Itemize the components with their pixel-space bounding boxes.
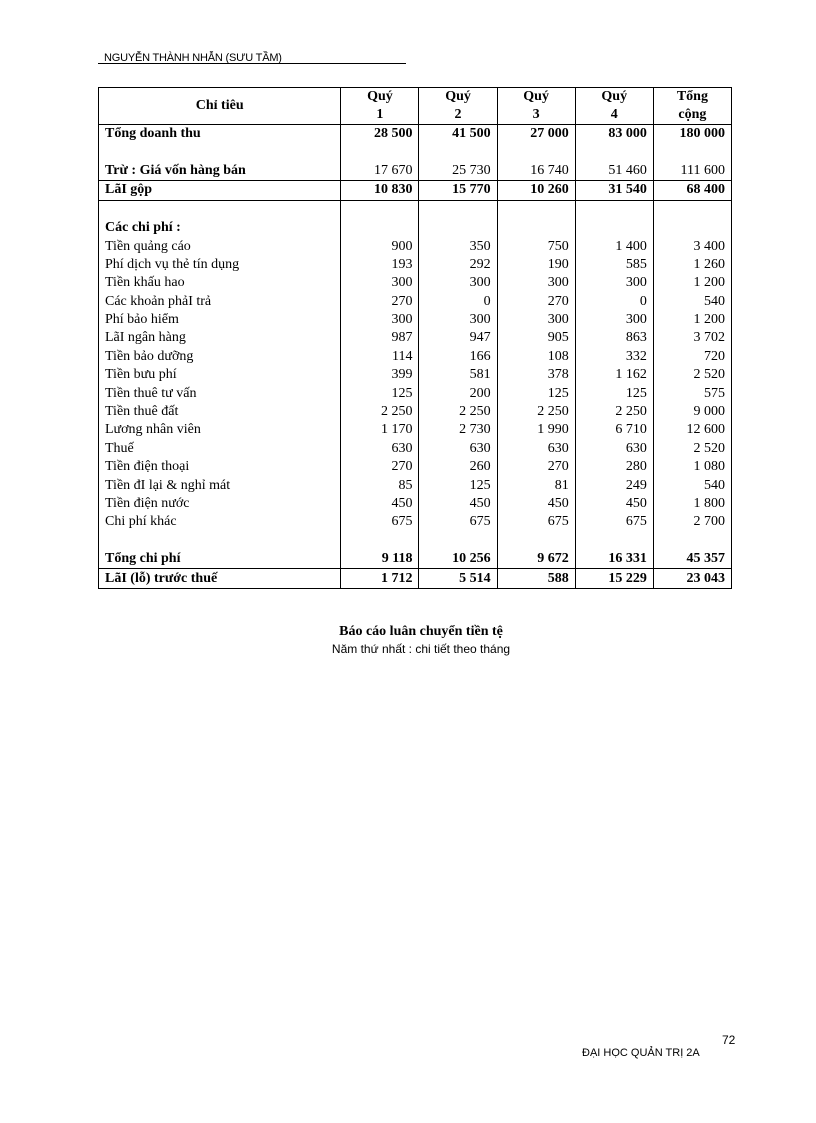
expense-row: [99, 421, 732, 439]
cell-value: 2 520: [653, 366, 731, 384]
row-label: Phí bảo hiểm: [99, 311, 341, 329]
cell-value: 300: [341, 274, 419, 292]
cell-value: 450: [497, 495, 575, 513]
cell-value: 280: [575, 458, 653, 476]
column-header: Quý 3: [497, 88, 575, 125]
spacer-row: [99, 532, 732, 550]
cell-value: 111 600: [653, 162, 731, 181]
row-label: Tổng chi phí: [99, 550, 341, 569]
cell-value: 332: [575, 348, 653, 366]
cell-value: 1 400: [575, 237, 653, 255]
cell-value: 28 500: [341, 125, 419, 144]
cell-value: 260: [419, 458, 497, 476]
cell-value: 125: [341, 384, 419, 402]
cell-value: 45 357: [653, 550, 731, 569]
expense-row: [99, 256, 732, 274]
cell-value: 300: [575, 274, 653, 292]
cell-value: 750: [497, 237, 575, 255]
cell-value: 300: [497, 311, 575, 329]
cell-value: 25 730: [419, 162, 497, 181]
row-label: Tiền quảng cáo: [99, 237, 341, 255]
cell-value: 9 672: [497, 550, 575, 569]
cell-value: 1 170: [341, 421, 419, 439]
cell-value: 2 250: [575, 403, 653, 421]
cell-value: 10 830: [341, 181, 419, 200]
cell-value: 300: [419, 311, 497, 329]
cell-value: 675: [341, 513, 419, 531]
cell-value: 249: [575, 476, 653, 494]
cell-value: 720: [653, 348, 731, 366]
cell-value: 0: [419, 293, 497, 311]
cell-value: 575: [653, 384, 731, 402]
row-label: LãI gộp: [99, 181, 341, 200]
cell-value: 3 400: [653, 237, 731, 255]
cell-value: 1 080: [653, 458, 731, 476]
gross-profit-row: [99, 181, 732, 200]
row-label: Các khoản phảI trả: [99, 293, 341, 311]
cell-value: 15 770: [419, 181, 497, 200]
cell-value: 166: [419, 348, 497, 366]
cell-value: 292: [419, 256, 497, 274]
expense-row: [99, 384, 732, 402]
expense-row: [99, 293, 732, 311]
expense-row: [99, 274, 732, 292]
expense-row: [99, 348, 732, 366]
row-label: Tiền điện thoại: [99, 458, 341, 476]
row-label: Chi phí khác: [99, 513, 341, 531]
expense-row: [99, 403, 732, 421]
cell-value: 12 600: [653, 421, 731, 439]
cell-value: 905: [497, 329, 575, 347]
cell-value: 300: [341, 311, 419, 329]
cell-value: 588: [497, 569, 575, 588]
cell-value: 675: [497, 513, 575, 531]
expense-row: [99, 329, 732, 347]
total-expenses-row: [99, 550, 732, 569]
cell-value: 125: [419, 476, 497, 494]
row-label: LãI ngân hàng: [99, 329, 341, 347]
expense-row: [99, 495, 732, 513]
cell-value: 1 990: [497, 421, 575, 439]
cell-value: 200: [419, 384, 497, 402]
row-label: Tiền khấu hao: [99, 274, 341, 292]
footer-text: ĐẠI HỌC QUẢN TRỊ 2A: [582, 1047, 700, 1059]
cell-value: 270: [341, 293, 419, 311]
cell-value: 900: [341, 237, 419, 255]
row-label: Phí dịch vụ thẻ tín dụng: [99, 256, 341, 274]
cell-value: 300: [419, 274, 497, 292]
cell-value: 399: [341, 366, 419, 384]
spacer-row: [99, 143, 732, 161]
cell-value: 270: [341, 458, 419, 476]
report-subtitle: Năm thứ nhất : chi tiết theo tháng: [331, 642, 511, 656]
cell-value: 16 740: [497, 162, 575, 181]
cell-value: 10 260: [497, 181, 575, 200]
cell-value: 300: [575, 311, 653, 329]
expense-row: [99, 458, 732, 476]
cell-value: 15 229: [575, 569, 653, 588]
cell-value: 1 200: [653, 311, 731, 329]
cell-value: 27 000: [497, 125, 575, 144]
expenses-heading-row: [99, 219, 732, 237]
page-header-author: NGUYỄN THÀNH NHẪN (SƯU TẦM): [104, 52, 282, 64]
cell-value: 450: [419, 495, 497, 513]
cell-value: 16 331: [575, 550, 653, 569]
cell-value: 350: [419, 237, 497, 255]
cell-value: 9 118: [341, 550, 419, 569]
cell-value: 1 200: [653, 274, 731, 292]
cell-value: 17 670: [341, 162, 419, 181]
cell-value: 270: [497, 458, 575, 476]
spacer-row: [99, 200, 732, 219]
cell-value: 947: [419, 329, 497, 347]
row-label: Tiền bảo dưỡng: [99, 348, 341, 366]
cell-value: 83 000: [575, 125, 653, 144]
cell-value: 114: [341, 348, 419, 366]
cell-value: 23 043: [653, 569, 731, 588]
cell-value: 630: [419, 440, 497, 458]
cell-value: 581: [419, 366, 497, 384]
cell-value: 193: [341, 256, 419, 274]
cell-value: 31 540: [575, 181, 653, 200]
cell-value: 2 250: [419, 403, 497, 421]
cell-value: 987: [341, 329, 419, 347]
cell-value: 3 702: [653, 329, 731, 347]
row-label: Tiền thuê tư vấn: [99, 384, 341, 402]
cell-value: 630: [575, 440, 653, 458]
row-label: Tiền bưu phí: [99, 366, 341, 384]
cell-value: 630: [341, 440, 419, 458]
cell-value: 81: [497, 476, 575, 494]
cell-value: 108: [497, 348, 575, 366]
cell-value: 0: [575, 293, 653, 311]
row-label: Tổng doanh thu: [99, 125, 341, 144]
row-label: LãI (lỗ) trước thuế: [99, 569, 341, 588]
cell-value: 2 520: [653, 440, 731, 458]
cell-value: 6 710: [575, 421, 653, 439]
column-header: Tổng cộng: [653, 88, 731, 125]
row-label: Tiền đI lại & nghỉ mát: [99, 476, 341, 494]
header-underline: [98, 63, 406, 64]
cell-value: 540: [653, 293, 731, 311]
cell-value: 85: [341, 476, 419, 494]
income-statement-table: [98, 87, 732, 589]
row-label: Lương nhân viên: [99, 421, 341, 439]
cell-value: 585: [575, 256, 653, 274]
cell-value: 125: [575, 384, 653, 402]
cell-value: 675: [575, 513, 653, 531]
cell-value: 10 256: [419, 550, 497, 569]
cell-value: 2 250: [497, 403, 575, 421]
column-header: Quý 2: [419, 88, 497, 125]
cell-value: 2 250: [341, 403, 419, 421]
cell-value: 1 260: [653, 256, 731, 274]
cell-value: 450: [341, 495, 419, 513]
cogs-row: [99, 162, 732, 181]
cell-value: 2 700: [653, 513, 731, 531]
profit-before-tax-row: [99, 569, 732, 588]
column-header: Quý 4: [575, 88, 653, 125]
cell-value: 1 162: [575, 366, 653, 384]
cell-value: 9 000: [653, 403, 731, 421]
expense-row: [99, 513, 732, 531]
expense-row: [99, 440, 732, 458]
cell-value: 675: [419, 513, 497, 531]
cell-value: 378: [497, 366, 575, 384]
cell-value: 1 800: [653, 495, 731, 513]
cell-value: 863: [575, 329, 653, 347]
row-label: Trừ : Giá vốn hàng bán: [99, 162, 341, 181]
row-label: Tiền điện nước: [99, 495, 341, 513]
expense-row: [99, 237, 732, 255]
cell-value: 540: [653, 476, 731, 494]
column-header: Chỉ tiêu: [99, 88, 341, 125]
cell-value: 450: [575, 495, 653, 513]
cell-value: 125: [497, 384, 575, 402]
cell-value: 41 500: [419, 125, 497, 144]
expense-row: [99, 476, 732, 494]
column-header: Quý 1: [341, 88, 419, 125]
section-heading: Các chi phí :: [99, 219, 341, 237]
row-label: Tiền thuê đất: [99, 403, 341, 421]
row-label: Thuế: [99, 440, 341, 458]
expense-row: [99, 366, 732, 384]
cell-value: 5 514: [419, 569, 497, 588]
report-title: Báo cáo luân chuyển tiền tệ: [339, 624, 503, 639]
expense-row: [99, 311, 732, 329]
cell-value: 190: [497, 256, 575, 274]
cell-value: 68 400: [653, 181, 731, 200]
revenue-row: [99, 125, 732, 144]
cell-value: 630: [497, 440, 575, 458]
cell-value: 2 730: [419, 421, 497, 439]
table-header-row: [99, 88, 732, 125]
cell-value: 300: [497, 274, 575, 292]
cell-value: 1 712: [341, 569, 419, 588]
cell-value: 270: [497, 293, 575, 311]
cell-value: 180 000: [653, 125, 731, 144]
page-number: 72: [722, 1033, 736, 1047]
cell-value: 51 460: [575, 162, 653, 181]
